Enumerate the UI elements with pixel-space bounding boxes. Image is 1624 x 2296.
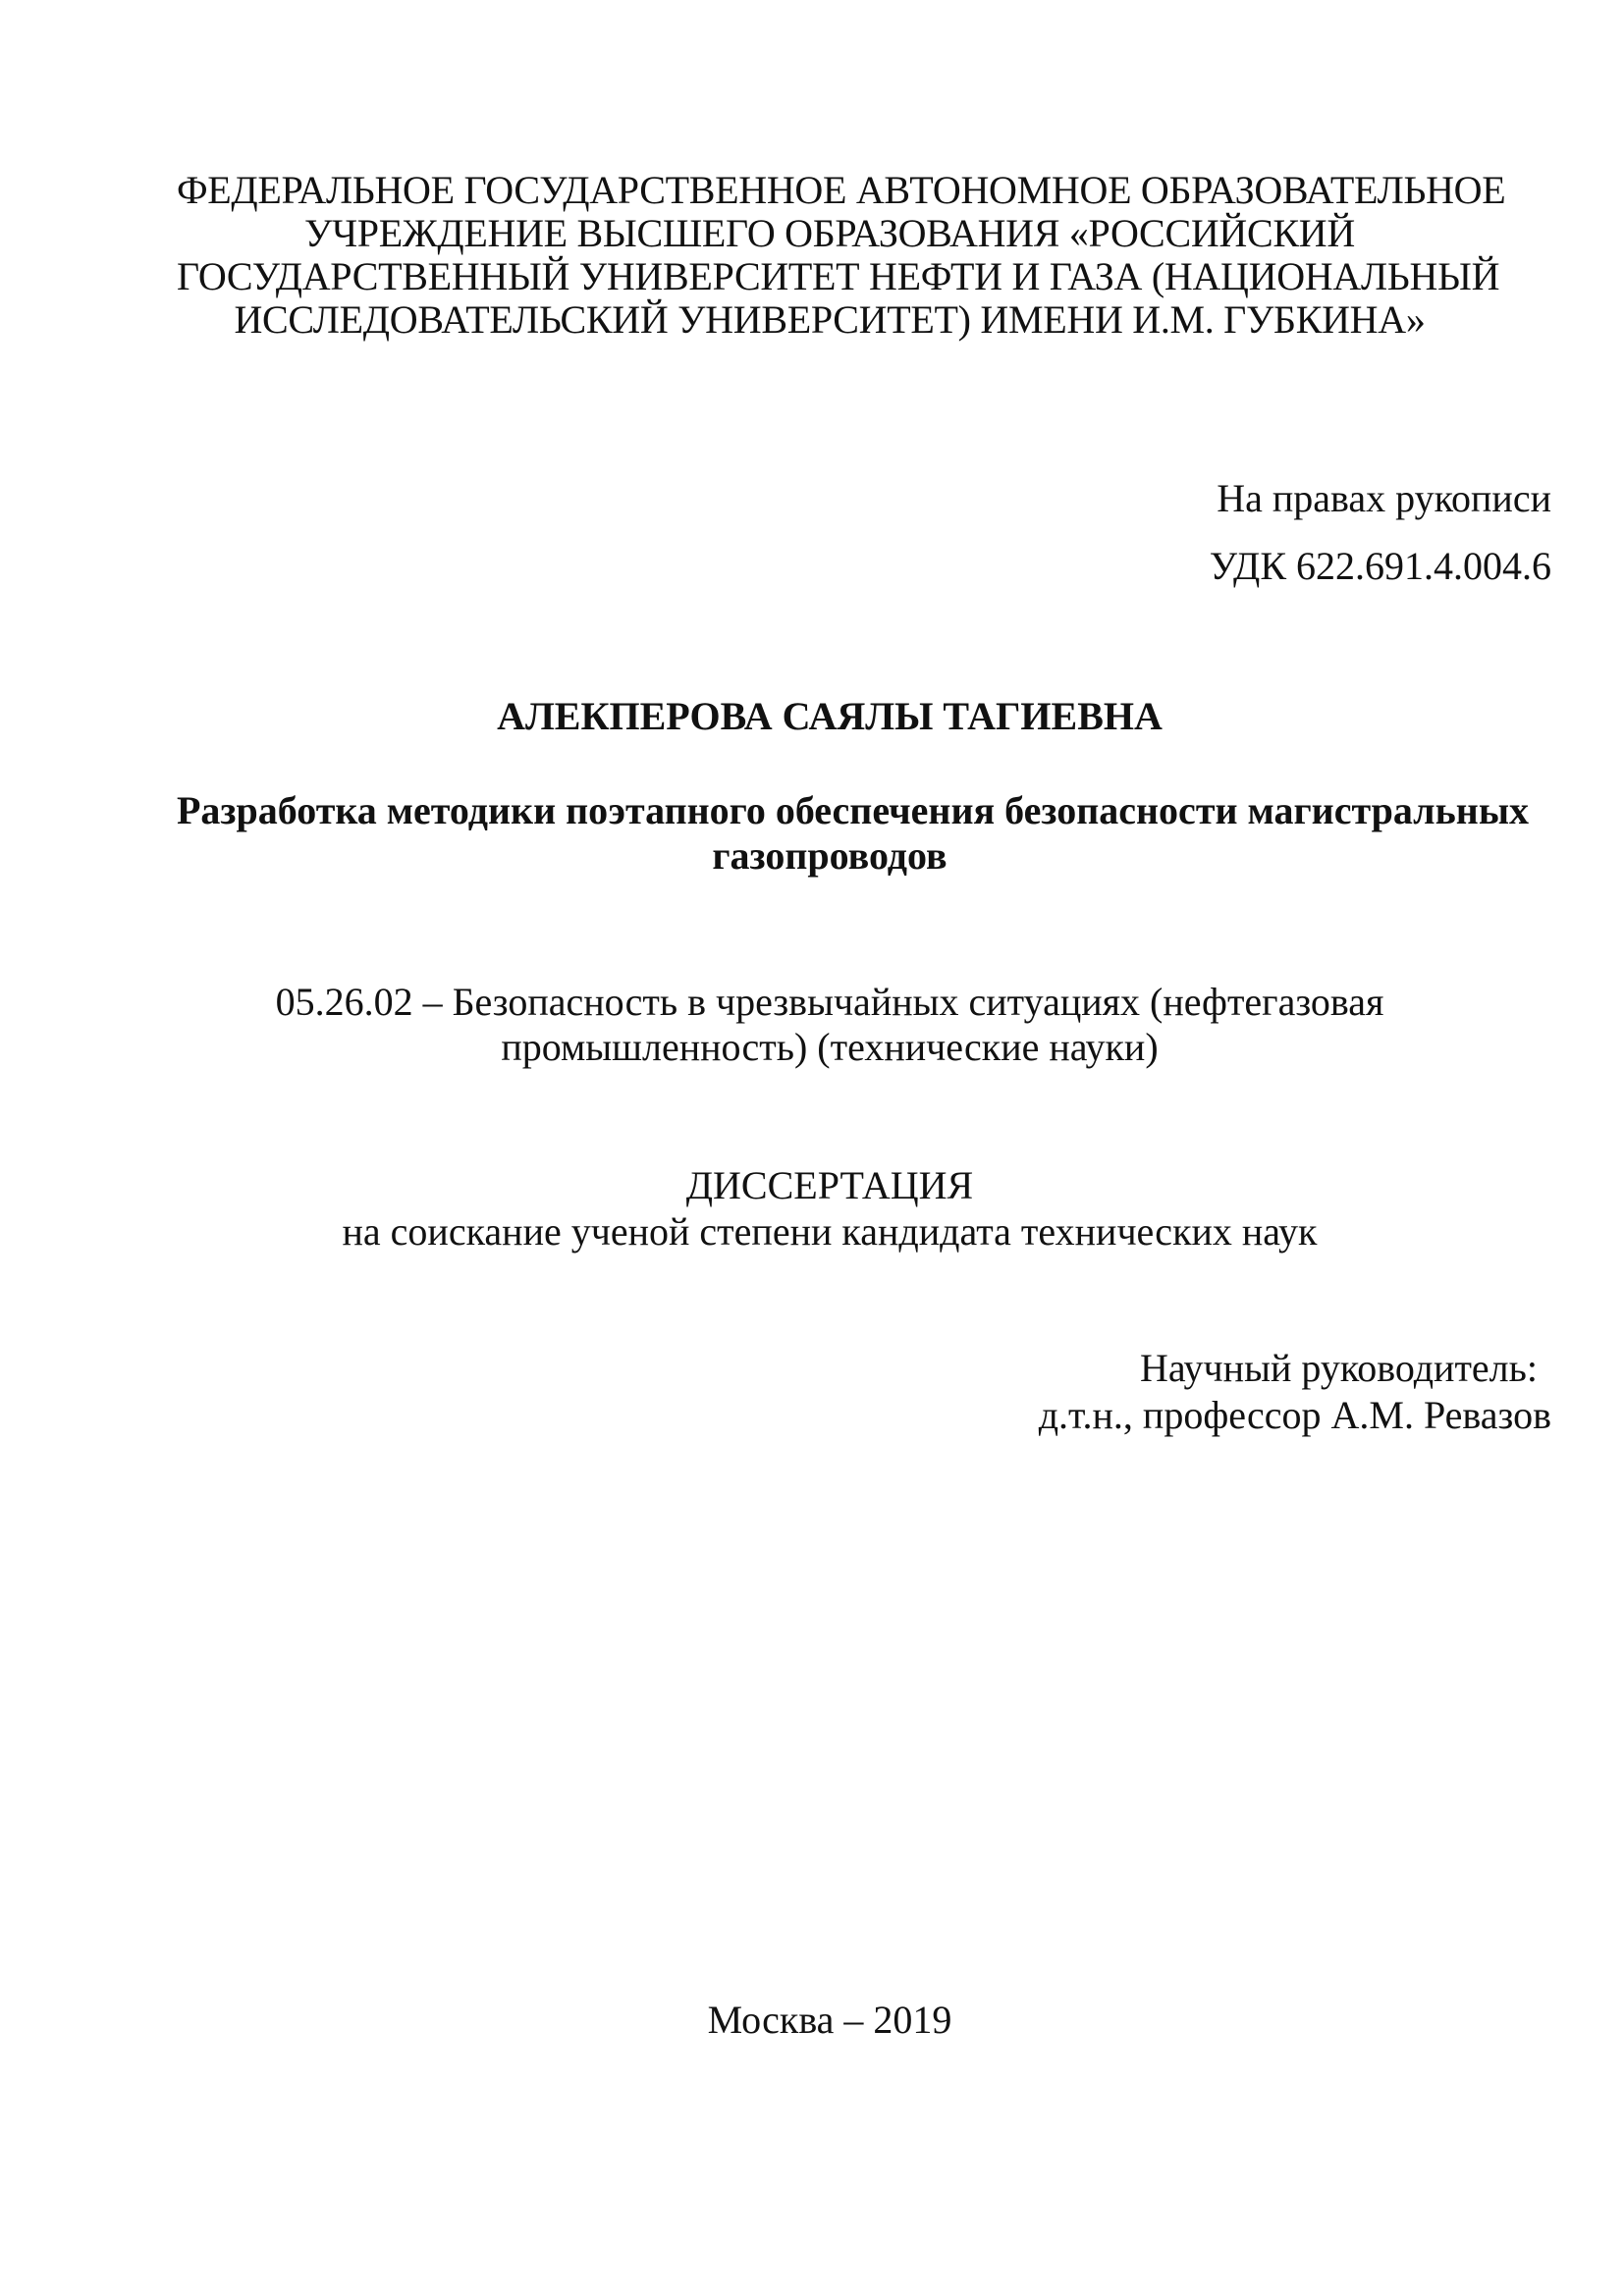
manuscript-note: На правах рукописи [1217,476,1551,520]
institution-line: УЧРЕЖДЕНИЕ ВЫСШЕГО ОБРАЗОВАНИЯ «РОССИЙСКИЙ [304,211,1355,255]
institution-name [177,168,1506,342]
specialty-line: промышленность) (технические науки) [501,1025,1159,1069]
specialty-line: 05.26.02 – Безопасность в чрезвычайных ситуациях (нефтегазовая [275,980,1384,1024]
institution-line: ГОСУДАРСТВЕННЫЙ УНИВЕРСИТЕТ НЕФТИ И ГАЗА (НАЦИОНАЛЬНЫЙ [177,254,1500,298]
author-name: АЛЕКПЕРОВА САЯЛЫ ТАГИЕВНА [497,694,1163,738]
dissertation-title [177,788,1530,879]
dissertation-label: ДИССЕРТАЦИЯ [685,1163,974,1207]
advisor-label: Научный руководитель: [1139,1346,1538,1390]
udk-code: УДК 622.691.4.004.6 [1209,544,1551,588]
advisor-name: д.т.н., профессор А.М. Ревазов [1038,1393,1551,1437]
specialty-code [177,980,1483,1070]
title-line: газопроводов [712,833,947,878]
institution-line: ИССЛЕДОВАТЕЛЬСКИЙ УНИВЕРСИТЕТ) ИМЕНИ И.М. ГУБКИНА» [234,297,1426,342]
city-year: Москва – 2019 [707,1998,952,2042]
institution-line: ФЕДЕРАЛЬНОЕ ГОСУДАРСТВЕННОЕ АВТОНОМНОЕ ОБРАЗОВАТЕЛЬНОЕ [177,168,1506,212]
degree-subtitle: на соискание ученой степени кандидата технических наук [342,1209,1318,1254]
title-line: Разработка методики поэтапного обеспечения безопасности магистральных [177,788,1530,832]
